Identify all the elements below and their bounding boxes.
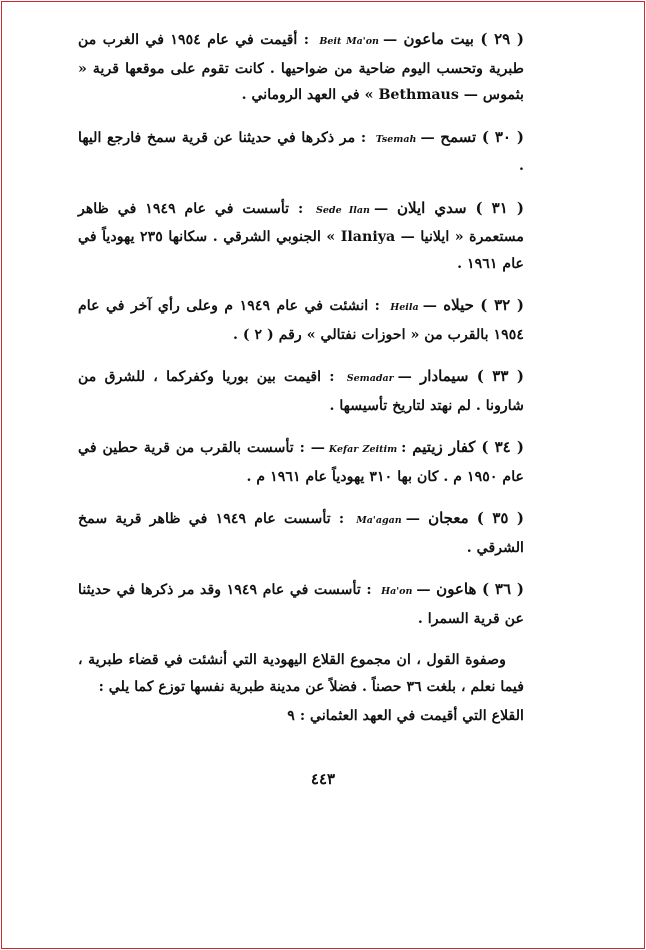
entry-29: ( ٢٩ ) بيت ماعون —Beit Ma'on : أقيمت في عام ١٩٥٤ في الغرب من طبرية وتحسب اليوم ضاحية من ضواحيها . كانت تقوم على موقعها قرية « بثموس — Bethmaus » في العهد الروماني . (78, 30, 524, 103)
settlement-latin-name: Beit Ma'on (319, 36, 379, 47)
document-page (78, 26, 524, 730)
entry-35: ( ٣٥ ) معجان —Ma'agan : تأسست عام ١٩٤٩ في ظاهر قرية سمخ الشرقي . (78, 509, 525, 556)
entry-number: ( ٣٢ ) (480, 296, 524, 314)
entry-32: ( ٣٢ ) حيلاه —Heila : انشئت في عام ١٩٤٩ م وعلى رأي آخر في عام ١٩٥٤ بالقرب من « احوزات نفتالي » رقم ( ٢ ) . (78, 296, 524, 343)
settlement-latin-name: Sede Ilan (316, 204, 370, 216)
settlement-name: كفار زيتيم (412, 438, 476, 456)
entry-36: ( ٣٦ ) هاعون —Ha'on : تأسست في عام ١٩٤٩ وقد مر ذكرها في حديثنا عن قرية السمرا . (78, 580, 524, 627)
entry-text: : انشئت في عام ١٩٤٩ م وعلى رأي آخر في عام ١٩٥٤ بالقرب من « احوزات نفتالي » رقم ( ٢ ) . (78, 298, 524, 343)
settlement-name: سيمادار (420, 367, 469, 385)
entry-number: ( ٣٤ ) (481, 438, 524, 456)
entry-31: ( ٣١ ) سدي ايلان —Sede Ilan : تأسست في عام ١٩٤٩ في ظاهر مستعمرة « ايلانيا — Ilaniya » الجنوبي الشرقي . سكانها ٢٣٥ يهودياً في عام ١٩٦١ . (78, 198, 524, 272)
settlement-latin-name: Ha'on (381, 586, 413, 597)
entry-number: ( ٢٩ ) (480, 30, 524, 48)
settlement-name: بيت ماعون (403, 30, 474, 48)
settlement-name: هاعون (436, 580, 477, 598)
settlement-name: سدي ايلان (396, 198, 467, 217)
entry-text: : تأسست في عام ١٩٤٩ في ظاهر مستعمرة « ايلانيا — Ilaniya » الجنوبي الشرقي . سكانها ٢٣٥ يهودياً في عام ١٩٦١ . (78, 200, 524, 272)
summary-paragraph: وصفوة القول ، ان مجموع القلاع اليهودية التي أنشئت في قضاء طبرية ، فيما نعلم ، بلغت ٣٦ حصناً . فضلاً عن مدينة طبرية نفسها توزع كما يلي : (78, 652, 524, 695)
settlement-latin-name: Heila (390, 302, 419, 313)
entry-text: : تأسست بالقرب من قرية حطين في عام ١٩٥٠ م . كان بها ٣١٠ يهودياً عام ١٩٦١ م . (78, 440, 524, 485)
entry-text: : مر ذكرها في حديثنا عن قرية سمخ فارجع اليها . (78, 129, 524, 174)
settlement-name: حيلاه (443, 296, 474, 314)
entry-text: : تأسست عام ١٩٤٩ في ظاهر قرية سمخ الشرقي . (78, 511, 524, 556)
entry-30: ( ٣٠ ) تسمح —Tsemah : مر ذكرها في حديثنا عن قرية سمخ فارجع اليها . (78, 127, 524, 174)
entry-text: : اقيمت بين بوريا وكفركما ، للشرق من شارونا . لم نهتد لتاريخ تأسيسها . (78, 369, 524, 414)
settlement-latin-name: Kefar Zeitim (328, 444, 398, 455)
page-number: ٤٤٣ (310, 770, 336, 788)
settlement-name: تسمح (440, 127, 477, 146)
settlement-latin-name: Ma'agan (356, 515, 402, 526)
entry-number: ( ٣١ ) (475, 198, 524, 217)
settlement-name: معجان (428, 509, 469, 527)
settlement-latin-name: Semadar (346, 373, 394, 384)
entry-34: ( ٣٤ ) كفار زيتيم :Kefar Zeitim— : تأسست بالقرب من قرية حطين في عام ١٩٥٠ م . كان بها ٣١٠ يهودياً عام ١٩٦١ م . (78, 438, 524, 485)
entry-number: ( ٣٥ ) (476, 509, 525, 527)
ottoman-era-count-line: القلاع التي أقيمت في العهد العثماني : ٩ (287, 708, 524, 724)
entry-number: ( ٣٣ ) (476, 367, 524, 385)
entry-text: : تأسست في عام ١٩٤٩ وقد مر ذكرها في حديثنا عن قرية السمرا . (78, 582, 524, 627)
entry-text: : أقيمت في عام ١٩٥٤ في الغرب من طبرية وتحسب اليوم ضاحية من ضواحيها . كانت تقوم على موقعها قرية « بثموس — Bethmaus » في العهد الروماني . (78, 32, 524, 103)
entry-number: ( ٣٦ ) (481, 580, 524, 598)
settlement-latin-name: Tsemah (375, 133, 417, 145)
entry-number: ( ٣٠ ) (481, 127, 524, 146)
entry-33: ( ٣٣ ) سيمادار —Semadar : اقيمت بين بوريا وكفركما ، للشرق من شارونا . لم نهتد لتاريخ تأسيسها . (78, 367, 524, 414)
